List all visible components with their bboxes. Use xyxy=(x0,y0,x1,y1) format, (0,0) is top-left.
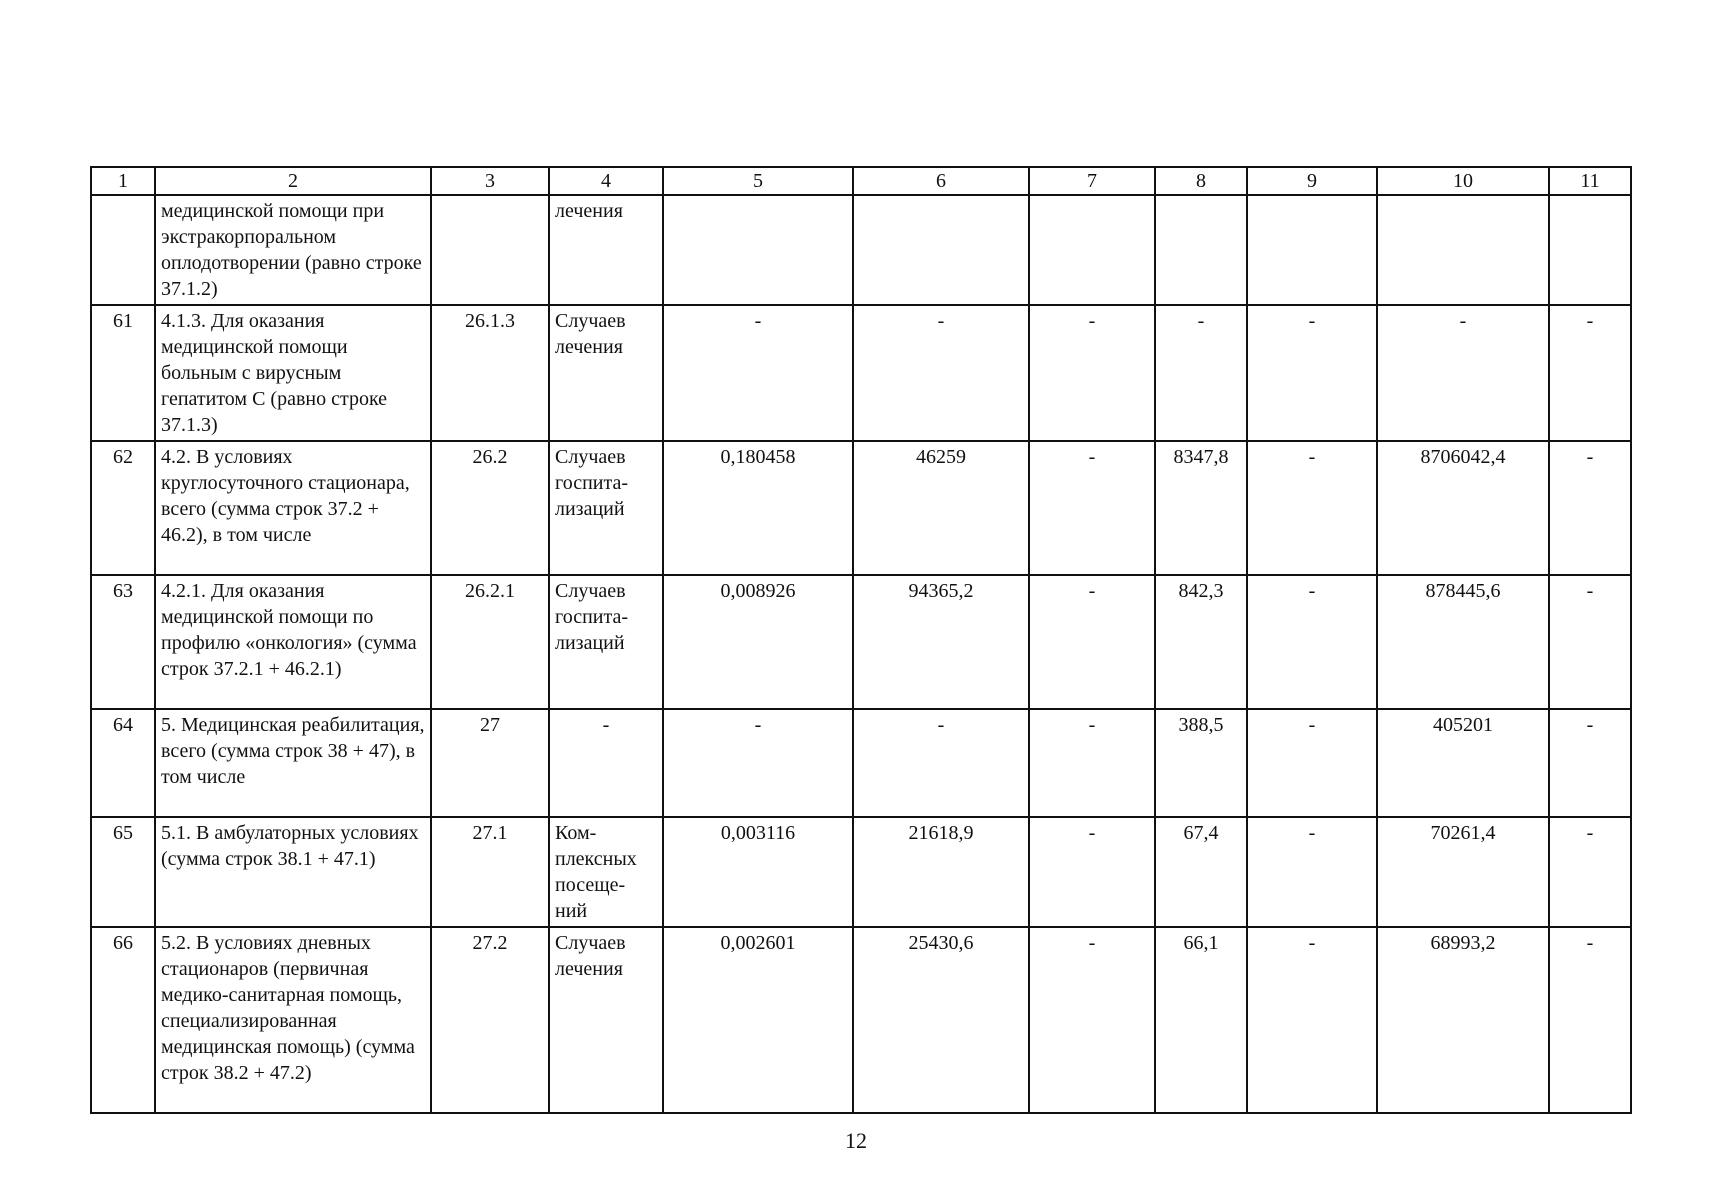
column-header-2: 2 xyxy=(155,167,431,195)
cell-col-9: - xyxy=(1247,817,1377,927)
cell-col-7: - xyxy=(1029,817,1155,927)
table-row xyxy=(91,195,1631,305)
header-row xyxy=(91,167,1631,195)
cell-col-8: 67,4 xyxy=(1155,817,1247,927)
row-number: 65 xyxy=(91,817,155,927)
cell-col-10: 70261,4 xyxy=(1377,817,1549,927)
cell-col-5: 0,003116 xyxy=(663,817,853,927)
table-row xyxy=(91,441,1631,575)
column-header-5: 5 xyxy=(663,167,853,195)
cell-col-9: - xyxy=(1247,441,1377,575)
column-header-7: 7 xyxy=(1029,167,1155,195)
cell-col-9: - xyxy=(1247,709,1377,817)
cell-col-7: - xyxy=(1029,709,1155,817)
cell-col-5: - xyxy=(663,709,853,817)
unit-of-measure: Случаев лечения xyxy=(549,305,663,441)
cell-col-6: - xyxy=(853,709,1029,817)
column-header-11: 11 xyxy=(1549,167,1631,195)
cell-col-6: - xyxy=(853,305,1029,441)
row-code: 26.2 xyxy=(431,441,549,575)
cell-col-10: 68993,2 xyxy=(1377,927,1549,1113)
column-header-4: 4 xyxy=(549,167,663,195)
cell-col-5: - xyxy=(663,305,853,441)
cell-col-6: 94365,2 xyxy=(853,575,1029,709)
cell-col-11: - xyxy=(1549,709,1631,817)
table-row xyxy=(91,817,1631,927)
indicator-name: 5. Медицинская реабилитация, всего (сумма строк 38 + 47), в том числе xyxy=(155,709,431,817)
table-row xyxy=(91,927,1631,1113)
column-header-8: 8 xyxy=(1155,167,1247,195)
row-code: 26.2.1 xyxy=(431,575,549,709)
page-number: 12 xyxy=(845,1128,867,1153)
unit-of-measure: Случаев госпита-лизаций xyxy=(549,575,663,709)
row-number: 66 xyxy=(91,927,155,1113)
cell-col-6: 46259 xyxy=(853,441,1029,575)
cell-col-8: 388,5 xyxy=(1155,709,1247,817)
cell-col-7: - xyxy=(1029,305,1155,441)
unit-of-measure: Ком-плексных посеще-ний xyxy=(549,817,663,927)
column-header-1: 1 xyxy=(91,167,155,195)
indicator-name: 4.2.1. Для оказания медицинской помощи по профилю «онкология» (сумма строк 37.2.1 + 46.2.1) xyxy=(155,575,431,709)
cell-col-10: 878445,6 xyxy=(1377,575,1549,709)
cell-col-11: - xyxy=(1549,927,1631,1113)
cell-col-8: 8347,8 xyxy=(1155,441,1247,575)
unit-of-measure: - xyxy=(549,709,663,817)
row-number: 62 xyxy=(91,441,155,575)
cell-col-11: - xyxy=(1549,441,1631,575)
row-code: 26.1.3 xyxy=(431,305,549,441)
cell-col-5: 0,002601 xyxy=(663,927,853,1113)
cell-col-9: - xyxy=(1247,305,1377,441)
cell-col-10: 405201 xyxy=(1377,709,1549,817)
cell-col-9: - xyxy=(1247,927,1377,1113)
row-number xyxy=(91,195,155,305)
cell-col-8: 66,1 xyxy=(1155,927,1247,1113)
cell-col-7: - xyxy=(1029,441,1155,575)
cell-col-7: - xyxy=(1029,575,1155,709)
cell-col-9: - xyxy=(1247,575,1377,709)
row-code xyxy=(431,195,549,305)
column-header-10: 10 xyxy=(1377,167,1549,195)
indicator-name: 5.1. В амбулаторных условиях (сумма строк 38.1 + 47.1) xyxy=(155,817,431,927)
table-row xyxy=(91,709,1631,817)
row-number: 61 xyxy=(91,305,155,441)
cell-col-11: - xyxy=(1549,305,1631,441)
unit-of-measure: Случаев лечения xyxy=(549,927,663,1113)
column-header-3: 3 xyxy=(431,167,549,195)
indicator-name: медицинской помощи при экстракорпоральном оплодотворении (равно строке 37.1.2) xyxy=(155,195,431,305)
cell-col-11: - xyxy=(1549,575,1631,709)
indicator-name: 4.2. В условиях круглосуточного стационара, всего (сумма строк 37.2 + 46.2), в том числе xyxy=(155,441,431,575)
row-code: 27 xyxy=(431,709,549,817)
table-row xyxy=(91,305,1631,441)
cell-col-5: 0,180458 xyxy=(663,441,853,575)
row-code: 27.2 xyxy=(431,927,549,1113)
cell-col-6: 25430,6 xyxy=(853,927,1029,1113)
indicator-name: 5.2. В условиях дневных стационаров (первичная медико-санитарная помощь, специализированная медицинская помощь) (сумма строк 38.2 + 47.2) xyxy=(155,927,431,1113)
data-table xyxy=(90,166,1632,1114)
cell-col-10: - xyxy=(1377,305,1549,441)
cell-col-5: 0,008926 xyxy=(663,575,853,709)
indicator-name: 4.1.3. Для оказания медицинской помощи больным с вирусным гепатитом С (равно строке 37.1.3) xyxy=(155,305,431,441)
cell-col-11 xyxy=(1549,195,1631,305)
cell-col-8: 842,3 xyxy=(1155,575,1247,709)
cell-col-5 xyxy=(663,195,853,305)
column-header-9: 9 xyxy=(1247,167,1377,195)
table-row xyxy=(91,575,1631,709)
cell-col-7 xyxy=(1029,195,1155,305)
column-header-6: 6 xyxy=(853,167,1029,195)
cell-col-6: 21618,9 xyxy=(853,817,1029,927)
unit-of-measure: лечения xyxy=(549,195,663,305)
cell-col-7: - xyxy=(1029,927,1155,1113)
row-code: 27.1 xyxy=(431,817,549,927)
cell-col-6 xyxy=(853,195,1029,305)
cell-col-8: - xyxy=(1155,305,1247,441)
cell-col-10: 8706042,4 xyxy=(1377,441,1549,575)
cell-col-11: - xyxy=(1549,817,1631,927)
unit-of-measure: Случаев госпита-лизаций xyxy=(549,441,663,575)
cell-col-8 xyxy=(1155,195,1247,305)
row-number: 63 xyxy=(91,575,155,709)
row-number: 64 xyxy=(91,709,155,817)
cell-col-10 xyxy=(1377,195,1549,305)
cell-col-9 xyxy=(1247,195,1377,305)
